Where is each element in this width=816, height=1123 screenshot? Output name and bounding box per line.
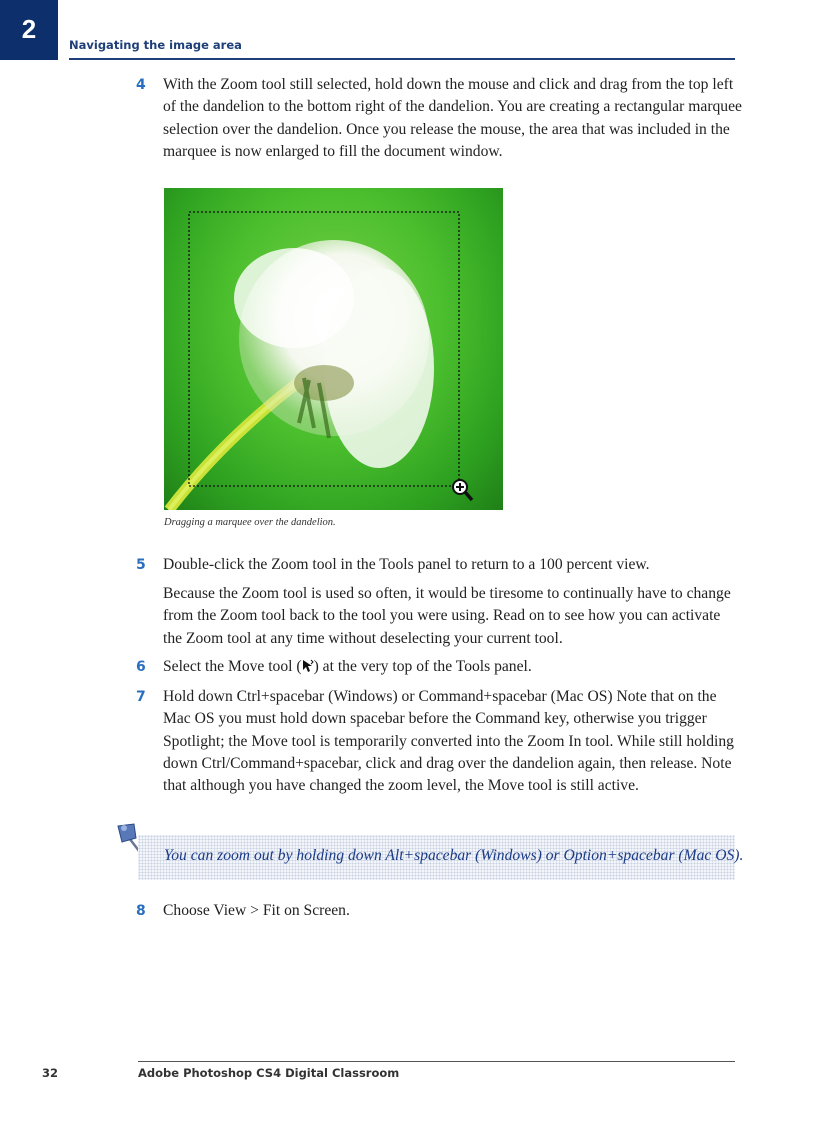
step-text-before: Select the Move tool (: [163, 658, 302, 675]
dandelion-figure: [164, 188, 503, 510]
dandelion-image: [164, 188, 503, 510]
move-tool-icon: [302, 659, 314, 673]
step-text-after: ) at the very top of the Tools panel.: [313, 658, 532, 675]
tip-box: [138, 835, 744, 880]
step-number: 7: [136, 689, 146, 705]
step-8: [136, 900, 743, 922]
tip-text: You can zoom out by holding down Alt+spacebar (Windows) or Option+spacebar (Mac OS).: [164, 847, 744, 864]
zoom-in-icon: [453, 480, 472, 500]
book-title: Adobe Photoshop CS4 Digital Classroom: [138, 1066, 400, 1080]
step-6: [136, 656, 743, 678]
step-5: [136, 554, 743, 576]
step-4: [136, 74, 743, 163]
step-text: Hold down Ctrl+spacebar (Windows) or Command+spacebar (Mac OS) Note that on the Mac OS you must hold down spacebar before the Command key, otherwise you trigger Spotlight; the Move tool is temporarily converted into the Zoom In tool. While still holding down Ctrl/Command+spacebar, click and drag over the dandelion again, then release. Note that although you have changed the zoom level, the Move tool is still active.: [163, 688, 734, 795]
running-head: Navigating the image area: [69, 38, 242, 52]
step-number: 4: [136, 77, 146, 93]
footer-rule: [138, 1061, 735, 1062]
step-7: [136, 686, 743, 797]
chapter-number: 2: [21, 14, 37, 44]
step-text: With the Zoom tool still selected, hold down the mouse and click and drag from the top left of the dandelion to the bottom right of the dandelion. You are creating a rectangular marquee selection over the dandelion. Once you release the mouse, the area that was included in the marquee is now enlarged to fill the document window.: [163, 76, 742, 160]
step-number: 6: [136, 659, 146, 675]
page-number: 32: [42, 1066, 59, 1080]
step-number: 5: [136, 557, 146, 573]
figure-caption: Dragging a marquee over the dandelion.: [164, 517, 336, 528]
step-5-note: Because the Zoom tool is used so often, it would be tiresome to continually have to change from the Zoom tool back to the tool you were using. Read on to see how you can activate the Zoom tool at any time without deselecting your current tool.: [163, 585, 731, 647]
step-text: Choose View > Fit on Screen.: [163, 902, 350, 919]
chapter-tab: [0, 0, 58, 60]
step-text: Double-click the Zoom tool in the Tools panel to return to a 100 percent view.: [163, 556, 650, 573]
step-number: 8: [136, 903, 146, 919]
header-rule: [69, 58, 735, 60]
